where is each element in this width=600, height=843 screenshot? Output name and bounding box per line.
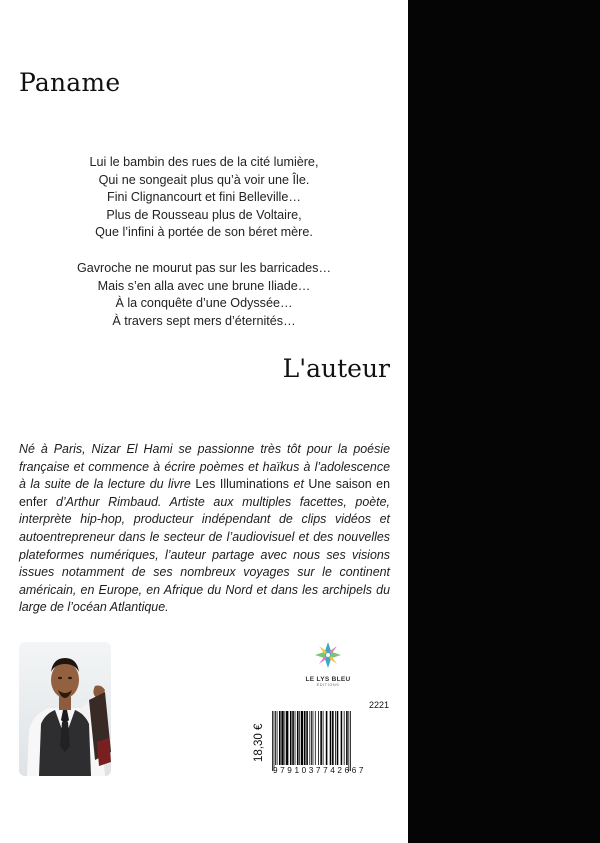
barcode-bar [304,711,306,765]
barcode-code: 2221 [368,700,389,710]
barcode-bar [295,711,296,765]
barcode-bar [313,711,314,765]
barcode-bar [290,711,292,765]
barcode-bar [346,711,348,765]
barcode-bar [286,711,288,765]
poem-line: Plus de Rousseau plus de Voltaire, [106,207,302,222]
barcode-bar [277,711,278,765]
price-label: 18,30 € [253,723,265,762]
barcode-bar [301,711,303,765]
barcode-bar [344,711,345,765]
barcode-bar [275,711,276,765]
poem-line: Lui le bambin des rues de la cité lumière, [89,155,319,169]
poem-line: Qui ne songeait plus qu’à voir une Île. [98,172,310,187]
author-bio [19,441,390,617]
publisher-logo [298,640,358,687]
poem-stanza-2 [0,260,408,330]
bio-text: d’Arthur Rimbaud. Artiste aux multiples facettes, poète, interprète hip-hop, producteur indépendant de clips vidéos et autoentrepreneur dans le secteur de l’audiovisuel et des nouvelles plateformes numériques, l’auteur partage avec nous ses visions issues notamment de ses nombreux voyages sur le continent américain, en Europe, en Afrique du Nord et dans les archipels du large de l’océan Atlantique. [19,494,390,615]
author-heading: L'auteur [282,354,390,383]
poem-line: Mais s’en alla avec une brune Iliade… [97,278,311,293]
book-reference: Une saison en enfer [19,477,391,509]
isbn-number: 9791037742667 [273,766,366,775]
barcode-bar [318,711,319,765]
book-reference: Les Illuminations [195,477,290,492]
barcode-bar [323,711,324,765]
barcode-bar [306,711,308,765]
book-title: Paname [19,68,121,97]
barcode-bar [299,711,300,765]
barcode-bar [337,711,339,765]
poem-line: À travers sept mers d’éternités… [112,313,296,328]
barcode-bar [348,711,349,771]
barcode-bar [335,711,336,765]
barcode-block [252,700,392,780]
poem-line: Fini Clignancourt et fini Belleville… [107,190,301,205]
bio-text: Né à Paris, Nizar El Hami se passionne très tôt pour la poésie française et commence à écrire poèmes et haïkus à l’adolescence à la suite de la lecture du livre [19,442,390,492]
barcode-bar [309,711,310,765]
publisher-subtitle: ÉDITIONS [316,683,340,687]
poem-line: À la conquête d’une Odyssée… [115,296,293,311]
barcode-bar [272,711,273,771]
bio-text: et [289,477,309,492]
poem-stanza-1 [0,154,408,242]
author-photo [19,642,111,776]
lotus-star-icon [313,640,343,670]
barcode-bar [292,711,294,765]
barcode-bar [320,711,322,765]
barcode-bar [332,711,334,765]
spine [408,0,600,843]
barcode-bar [326,711,328,765]
barcode-bar [279,711,281,765]
barcode-bar [311,711,312,765]
barcode-bar [281,711,283,765]
poem-line: Gavroche ne mourut pas sur les barricades… [76,261,332,275]
publisher-name: LE LYS BLEU [305,676,351,683]
barcode-bar [350,711,351,771]
barcode-bar [284,711,285,765]
barcode-bar [330,711,332,765]
barcode-bar [274,711,275,771]
barcode-bar [341,711,343,765]
poem-line: Que l’infini à portée de son béret mère. [95,225,313,240]
barcode-bar [315,711,316,765]
barcode-bar [297,711,299,765]
